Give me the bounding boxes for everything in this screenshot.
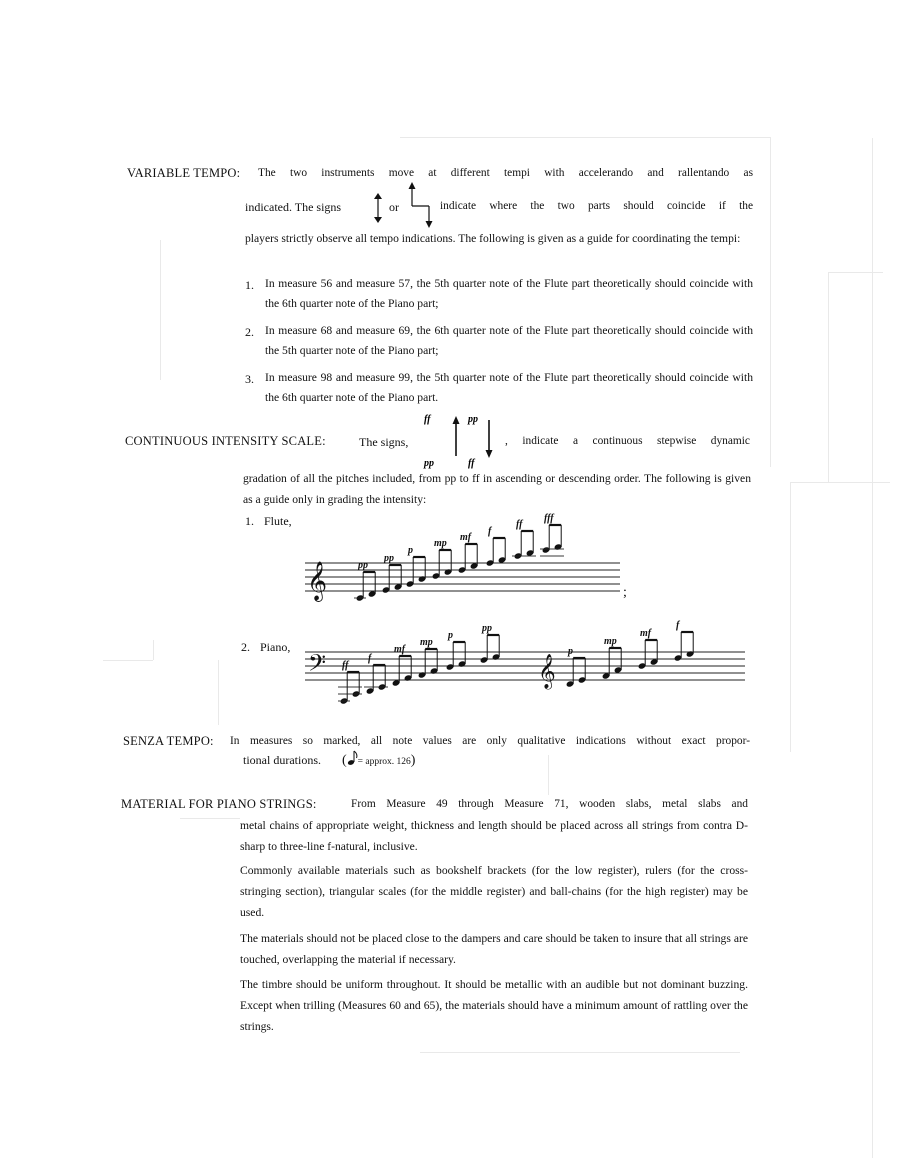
senza-tempo-line-1: In measures so marked, all note values are only qualitative indications without exact propor-: [230, 735, 750, 747]
dynamic-mark: mf: [460, 532, 472, 543]
flute-label: Flute,: [264, 514, 292, 528]
bleed-line: [790, 482, 792, 752]
eighth-note-icon: [347, 750, 358, 766]
piano-number: 2.: [241, 640, 250, 654]
dynamic-mark: mp: [434, 538, 447, 549]
signs-text-before: indicated. The signs: [245, 200, 342, 214]
dynamic-mark: mp: [420, 637, 433, 648]
note-group: [354, 560, 376, 602]
flute-number: 1.: [245, 514, 254, 528]
coincide-sign-vertical-icon: [372, 192, 384, 224]
dynamic-mark: pp: [482, 623, 492, 634]
tempo-item-number: 2.: [245, 325, 254, 339]
tempo-item-number: 3.: [245, 372, 254, 386]
material-heading: MATERIAL FOR PIANO STRINGS:: [121, 797, 317, 811]
bleed-line: [420, 1052, 740, 1054]
dynamic-mark: f: [488, 526, 492, 537]
tempo-item-number: 1.: [245, 278, 254, 292]
note-group: [540, 513, 564, 556]
bleed-line: [180, 818, 240, 820]
dynamic-mark: mf: [640, 628, 652, 639]
material-line-1: From Measure 49 through Measure 71, wooden slabs, metal slabs and: [351, 798, 748, 810]
bleed-line: [153, 640, 155, 660]
material-continuation: metal chains of appropriate weight, thickness and length should be placed across all strings from contra D-sharp to three-line f-natural, inclusive.: [240, 819, 748, 853]
bleed-line: [400, 137, 770, 139]
bleed-line: [828, 272, 883, 274]
signs-text-or: or: [389, 200, 399, 214]
flute-staff: [300, 510, 640, 610]
note-group: [338, 660, 362, 705]
signs-text-after: indicate where the two parts should coincide if the: [440, 200, 753, 212]
dynamic-mark: p: [448, 630, 453, 641]
note-group: [406, 545, 427, 588]
intensity-text-after: , indicate a continuous stepwise dynamic: [505, 435, 750, 447]
note-group: [432, 538, 453, 580]
tempo-value: = approx. 126: [357, 757, 411, 767]
variable-tempo-line-1: The two instruments move at different tempi with accelerando and rallentando as: [258, 167, 753, 179]
senza-tempo-line-2: tional durations.: [243, 753, 321, 767]
bleed-line: [828, 272, 830, 482]
piano-label: Piano,: [260, 640, 291, 654]
senza-tempo-heading: SENZA TEMPO:: [123, 734, 214, 748]
note-group: [638, 628, 659, 670]
intensity-sign-icon: [420, 410, 502, 470]
treble-clef-icon: 𝄞: [307, 563, 328, 600]
dynamic-mark: mp: [604, 636, 617, 647]
bleed-line: [790, 482, 890, 484]
dynamic-mark: p: [568, 646, 573, 657]
tempo-item-text: In measure 68 and measure 69, the 6th quarter note of the Flute part theoretically should coincide with the 5th quarter note of the Piano part;: [265, 324, 753, 357]
flute-end-mark: ;: [623, 585, 627, 600]
dynamic-mark: p: [408, 545, 413, 556]
note-group: [480, 623, 501, 664]
variable-tempo-continuation: players strictly observe all tempo indications. The following is given as a guide for coordinating the tempi:: [245, 232, 741, 245]
variable-tempo-heading: VARIABLE TEMPO:: [127, 166, 241, 180]
treble-clef-icon: 𝄞: [538, 655, 556, 688]
tempo-item-text: In measure 56 and measure 57, the 5th quarter note of the Flute part theoretically should coincide with the 6th quarter note of the Piano part;: [265, 277, 753, 310]
staff-lines: [305, 563, 620, 591]
coincide-sign-offset-icon: [408, 181, 434, 229]
note-group: [382, 553, 403, 594]
intensity-heading: CONTINUOUS INTENSITY SCALE:: [125, 434, 326, 448]
sign-bottom-left-label: pp: [424, 458, 434, 469]
tempo-item-text: In measure 98 and measure 99, the 5th quarter note of the Flute part theoretically should coincide with the 6th quarter note of the Piano part.: [265, 371, 753, 404]
material-paragraph: Commonly available materials such as bookshelf brackets (for the low register), rulers (for the cross-stringing section), triangular scales (for the middle register) and ball-chains (for the high register) may be used.: [240, 864, 748, 919]
tempo-paren-close: ): [410, 753, 416, 768]
note-group: [418, 637, 439, 679]
sign-top-right-label: pp: [468, 414, 478, 425]
note-group: [674, 620, 695, 662]
piano-staff: [300, 620, 760, 715]
dynamic-mark: ff: [516, 519, 523, 530]
material-paragraph: The materials should not be placed close to the dampers and care should be taken to insure that all strings are touched, overlapping the material if necessary.: [240, 932, 748, 966]
sign-bottom-right-label: ff: [468, 458, 475, 469]
bleed-line: [160, 240, 162, 380]
tempo-marking: [342, 750, 415, 769]
note-group: [512, 519, 536, 560]
piano-notes: [338, 620, 694, 705]
sign-top-left-label: ff: [424, 414, 431, 425]
bleed-line: [872, 138, 874, 1158]
dynamic-mark: f: [368, 653, 372, 664]
intensity-text-before: The signs,: [359, 435, 409, 449]
note-group: [446, 630, 467, 671]
note-group: [486, 526, 507, 567]
bleed-line: [770, 137, 772, 467]
dynamic-mark: fff: [544, 513, 554, 524]
dynamic-mark: ff: [342, 660, 349, 671]
note-group: [458, 532, 479, 574]
material-paragraph: The timbre should be uniform throughout. It should be metallic with an audible but not dominant buzzing. Except when trilling (Measures 60 and 65), the materials should have a minimum amount of rattling over the strings.: [240, 978, 748, 1033]
flute-notes: [354, 513, 564, 602]
dynamic-mark: pp: [384, 553, 394, 564]
dynamic-mark: f: [676, 620, 680, 631]
bleed-line: [548, 755, 550, 795]
tempo-paren-open: (: [342, 753, 347, 768]
bass-clef-icon: 𝄢: [308, 651, 327, 682]
dynamic-mark: pp: [358, 560, 368, 571]
bleed-line: [103, 660, 153, 662]
intensity-continuation: gradation of all the pitches included, from pp to ff in ascending or descending order. The following is given as a guide only in grading the intensity:: [243, 472, 751, 506]
bleed-line: [218, 660, 220, 725]
dynamic-mark: mf: [394, 644, 406, 655]
